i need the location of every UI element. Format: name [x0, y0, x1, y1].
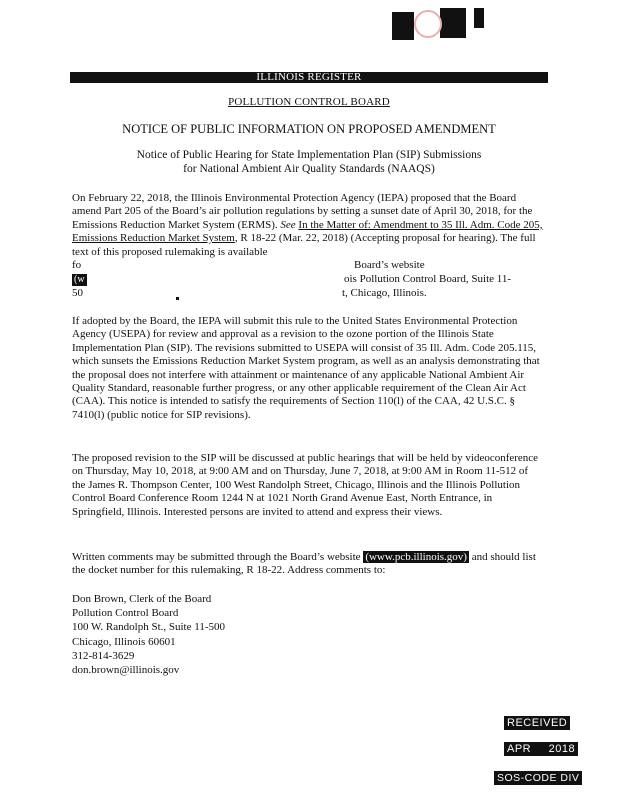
- top-stamp-block-3: [474, 8, 484, 28]
- p1-fragment-chicago: t, Chicago, Illinois.: [342, 287, 427, 299]
- board-website-link[interactable]: (www.pcb.illinois.gov): [365, 551, 467, 563]
- p4-text-a: Written comments may be submitted through the Board’s website: [72, 551, 361, 563]
- p1-fragment-50: 50: [72, 287, 83, 299]
- notice-subtitle: [0, 148, 618, 176]
- address-line-clerk: Don Brown, Clerk of the Board: [72, 593, 212, 605]
- p1-fragment-website: Board’s website: [354, 259, 425, 271]
- p4-text-b: and should list the docket number for this rulemaking, R 18-22. Address comments to:: [72, 551, 536, 577]
- address-line-city: Chicago, Illinois 60601: [72, 635, 176, 648]
- p1-text-b: , R 18-22 (Mar. 22, 2018) (Accepting proposal for hearing). The full text of this proposed rulemaking is available: [72, 232, 536, 258]
- p1-redacted-line-1: [72, 259, 544, 272]
- notice-subtitle-line2: for National Ambient Air Quality Standards (NAAQS): [183, 163, 435, 175]
- p1-redacted-line-3: [72, 287, 544, 300]
- address-line-street: 100 W. Randolph St., Suite 11-500: [72, 621, 225, 634]
- address-line-phone: 312-814-3629: [72, 649, 135, 662]
- p1-fragment-board: ois Pollution Control Board, Suite 11-: [344, 273, 512, 285]
- p1-redacted-line-2: [72, 273, 544, 286]
- top-stamp-block-1: [392, 12, 414, 40]
- p1-see: See: [280, 218, 296, 231]
- sos-code-stamp: SOS-CODE DIV: [494, 771, 582, 785]
- paragraph-sip-submission: If adopted by the Board, the IEPA will submit this rule to the United States Environmental Protection Agency (USEPA) for review and approval as a revision to the ozone portion of the Illinois State Implementation Plan (SIP). The revisions submitted to USEPA will consist of 35 Ill. Adm. Code 205.115, which sunsets the Emissions Reduction Market System program, as well as an analysis demonstrating that the proposal does not interfere with attainment or maintenance of any applicable National Ambient Air Quality Standard, reasonable further progress, or any other applicable requirement of the Clean Air Act (CAA). This notice is intended to satisfy the requirements of Section 110(l) of the CAA, 42 U.S.C. § 7410(l) (public notice for SIP revisions).: [72, 315, 540, 421]
- address-block: [72, 592, 225, 677]
- paragraph-comments: [72, 551, 544, 578]
- p1-matter-title: In the Matter of: Amendment to 35 Ill. Adm. Code 205, Emissions Reduction Market System: [72, 218, 543, 245]
- paragraph-hearings: The proposed revision to the SIP will be discussed at public hearings that will be held by videoconference on Thursday, May 10, 2018, at 9:00 AM and on Thursday, June 7, 2018, at 9:00 AM in Room 11-512 of the James R. Thompson Center, 100 West Randolph Street, Chicago, Illinois and the Illinois Pollution Control Board Conference Room 1244 N at 1021 North Grand Avenue East, North Entrance, in Springfield, Illinois. Interested persons are invited to attend and express their views.: [72, 452, 539, 518]
- address-line-board: Pollution Control Board: [72, 607, 179, 620]
- address-line-email: don.brown@illinois.gov: [72, 664, 180, 677]
- received-stamp: RECEIVED: [504, 716, 570, 730]
- redaction-dot: [176, 297, 179, 300]
- p1-fragment-w[interactable]: (w: [74, 274, 85, 285]
- top-stamp-block-2: [440, 8, 466, 38]
- paragraph-proposal: [72, 192, 544, 259]
- notice-title: NOTICE OF PUBLIC INFORMATION ON PROPOSED AMENDMENT: [122, 122, 496, 136]
- p1-fragment-fo: fo: [72, 259, 82, 271]
- agency-title: POLLUTION CONTROL BOARD: [228, 96, 390, 108]
- seal-mark: [414, 10, 442, 38]
- received-date-stamp: APR 2018: [504, 742, 578, 756]
- notice-subtitle-line1: Notice of Public Hearing for State Implementation Plan (SIP) Submissions: [136, 149, 482, 161]
- p1-text-a: On February 22, 2018, the Illinois Environmental Protection Agency (IEPA) proposed that the Board amend Part 205 of the Board’s air pollution regulations by setting a sunset date of April 30, 2018, for the Emissions Reduction Market System (ERMS).: [72, 192, 533, 231]
- register-title: ILLINOIS REGISTER: [256, 71, 362, 83]
